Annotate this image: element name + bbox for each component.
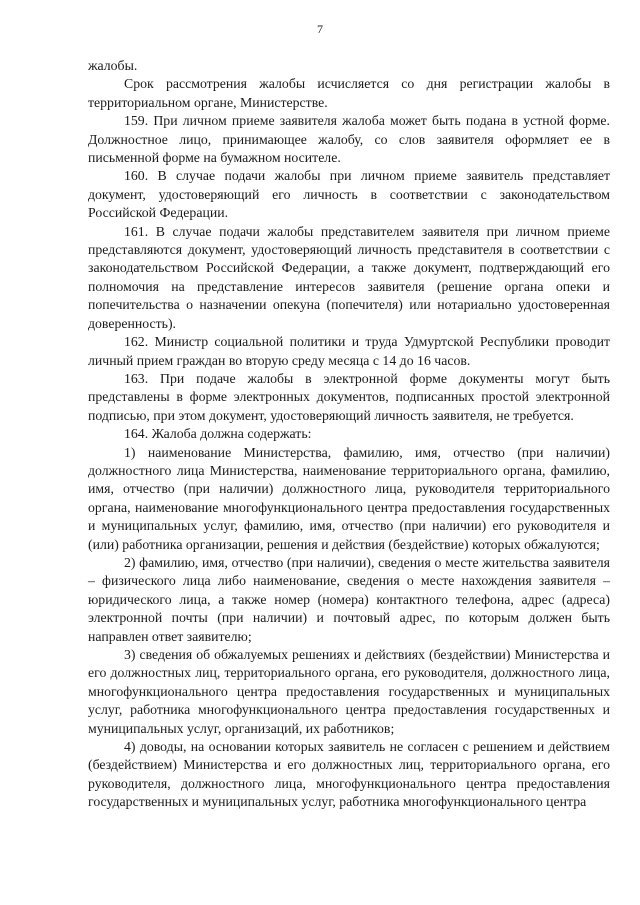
paragraph-160: 160. В случае подачи жалобы при личном приеме заявитель представляет документ, удостоверяющий его личность в соответствии с законодательством Российской Федерации. bbox=[88, 168, 610, 221]
list-item-3: 3) сведения об обжалуемых решениях и действиях (бездействии) Министерства и его должностных лиц, территориального органа, его руководителя, должностного лица, многофункционального центра предоставления государственных и муниципальных услуг, работника многофункционального центра предоставления государственных и муниципальных услуг, организаций, их работников; bbox=[88, 647, 610, 736]
paragraph-161: 161. В случае подачи жалобы представителем заявителя при личном приеме представляются документ, удостоверяющий личность представителя в соответствии с законодательством Российской Федерации, а также документ, подтверждающий его полномочия на представление интересов заявителя (решение органа опеки и попечительства о назначении опекуна (попечителя) или нотариально удостоверенная доверенность). bbox=[88, 223, 610, 331]
paragraph-164: 164. Жалоба должна содержать: bbox=[124, 426, 312, 442]
paragraph-163: 163. При подаче жалобы в электронной форме документы могут быть представлены в форме электронных документов, подписанных простой электронной подписью, при этом документ, удостоверяющий личность заявителя, не требуется. bbox=[88, 370, 610, 423]
paragraph-review-period: Срок рассмотрения жалобы исчисляется со дня регистрации жалобы в территориальном органе, Министерстве. bbox=[88, 76, 610, 110]
list-item-2: 2) фамилию, имя, отчество (при наличии), сведения о месте жительства заявителя – физического лица либо наименование, сведения о месте нахождения заявителя – юридического лица, а также номер (номера) контактного телефона, адрес (адреса) электронной почты (при наличии) и почтовый адрес, по которым должен быть направлен ответ заявителю; bbox=[88, 554, 610, 644]
page-number: 7 bbox=[317, 22, 323, 36]
paragraph-162: 162. Министр социальной политики и труда Удмуртской Республики проводит личный прием граждан во вторую среду месяца с 14 до 16 часов. bbox=[88, 334, 610, 368]
list-item-4: 4) доводы, на основании которых заявитель не согласен с решением и действием (бездействием) Министерства и его должностных лиц, территориального органа, его руководителя, должностного лица, многофункционального центра предоставления государственных и муниципальных услуг, работника многофункционального центра bbox=[88, 739, 610, 810]
document-body bbox=[88, 57, 610, 812]
paragraph-159: 159. При личном приеме заявителя жалоба может быть подана в устной форме. Должностное лицо, принимающее жалобу, со слов заявителя оформляет ее в письменной форме на бумажном носителе. bbox=[88, 113, 610, 166]
paragraph-continuation: жалобы. bbox=[88, 58, 138, 73]
list-item-1: 1) наименование Министерства, фамилию, имя, отчество (при наличии) должностного лица Министерства, наименование территориального органа, фамилию, имя, отчество (при наличии) должностного лица, руководителя территориального органа, наименование многофункционального центра предоставления государственных и муниципальных услуг, фамилию, имя, отчество (при наличии) его руководителя и (или) работника организации, решения и действия (бездействие) которых обжалуются; bbox=[88, 444, 610, 552]
